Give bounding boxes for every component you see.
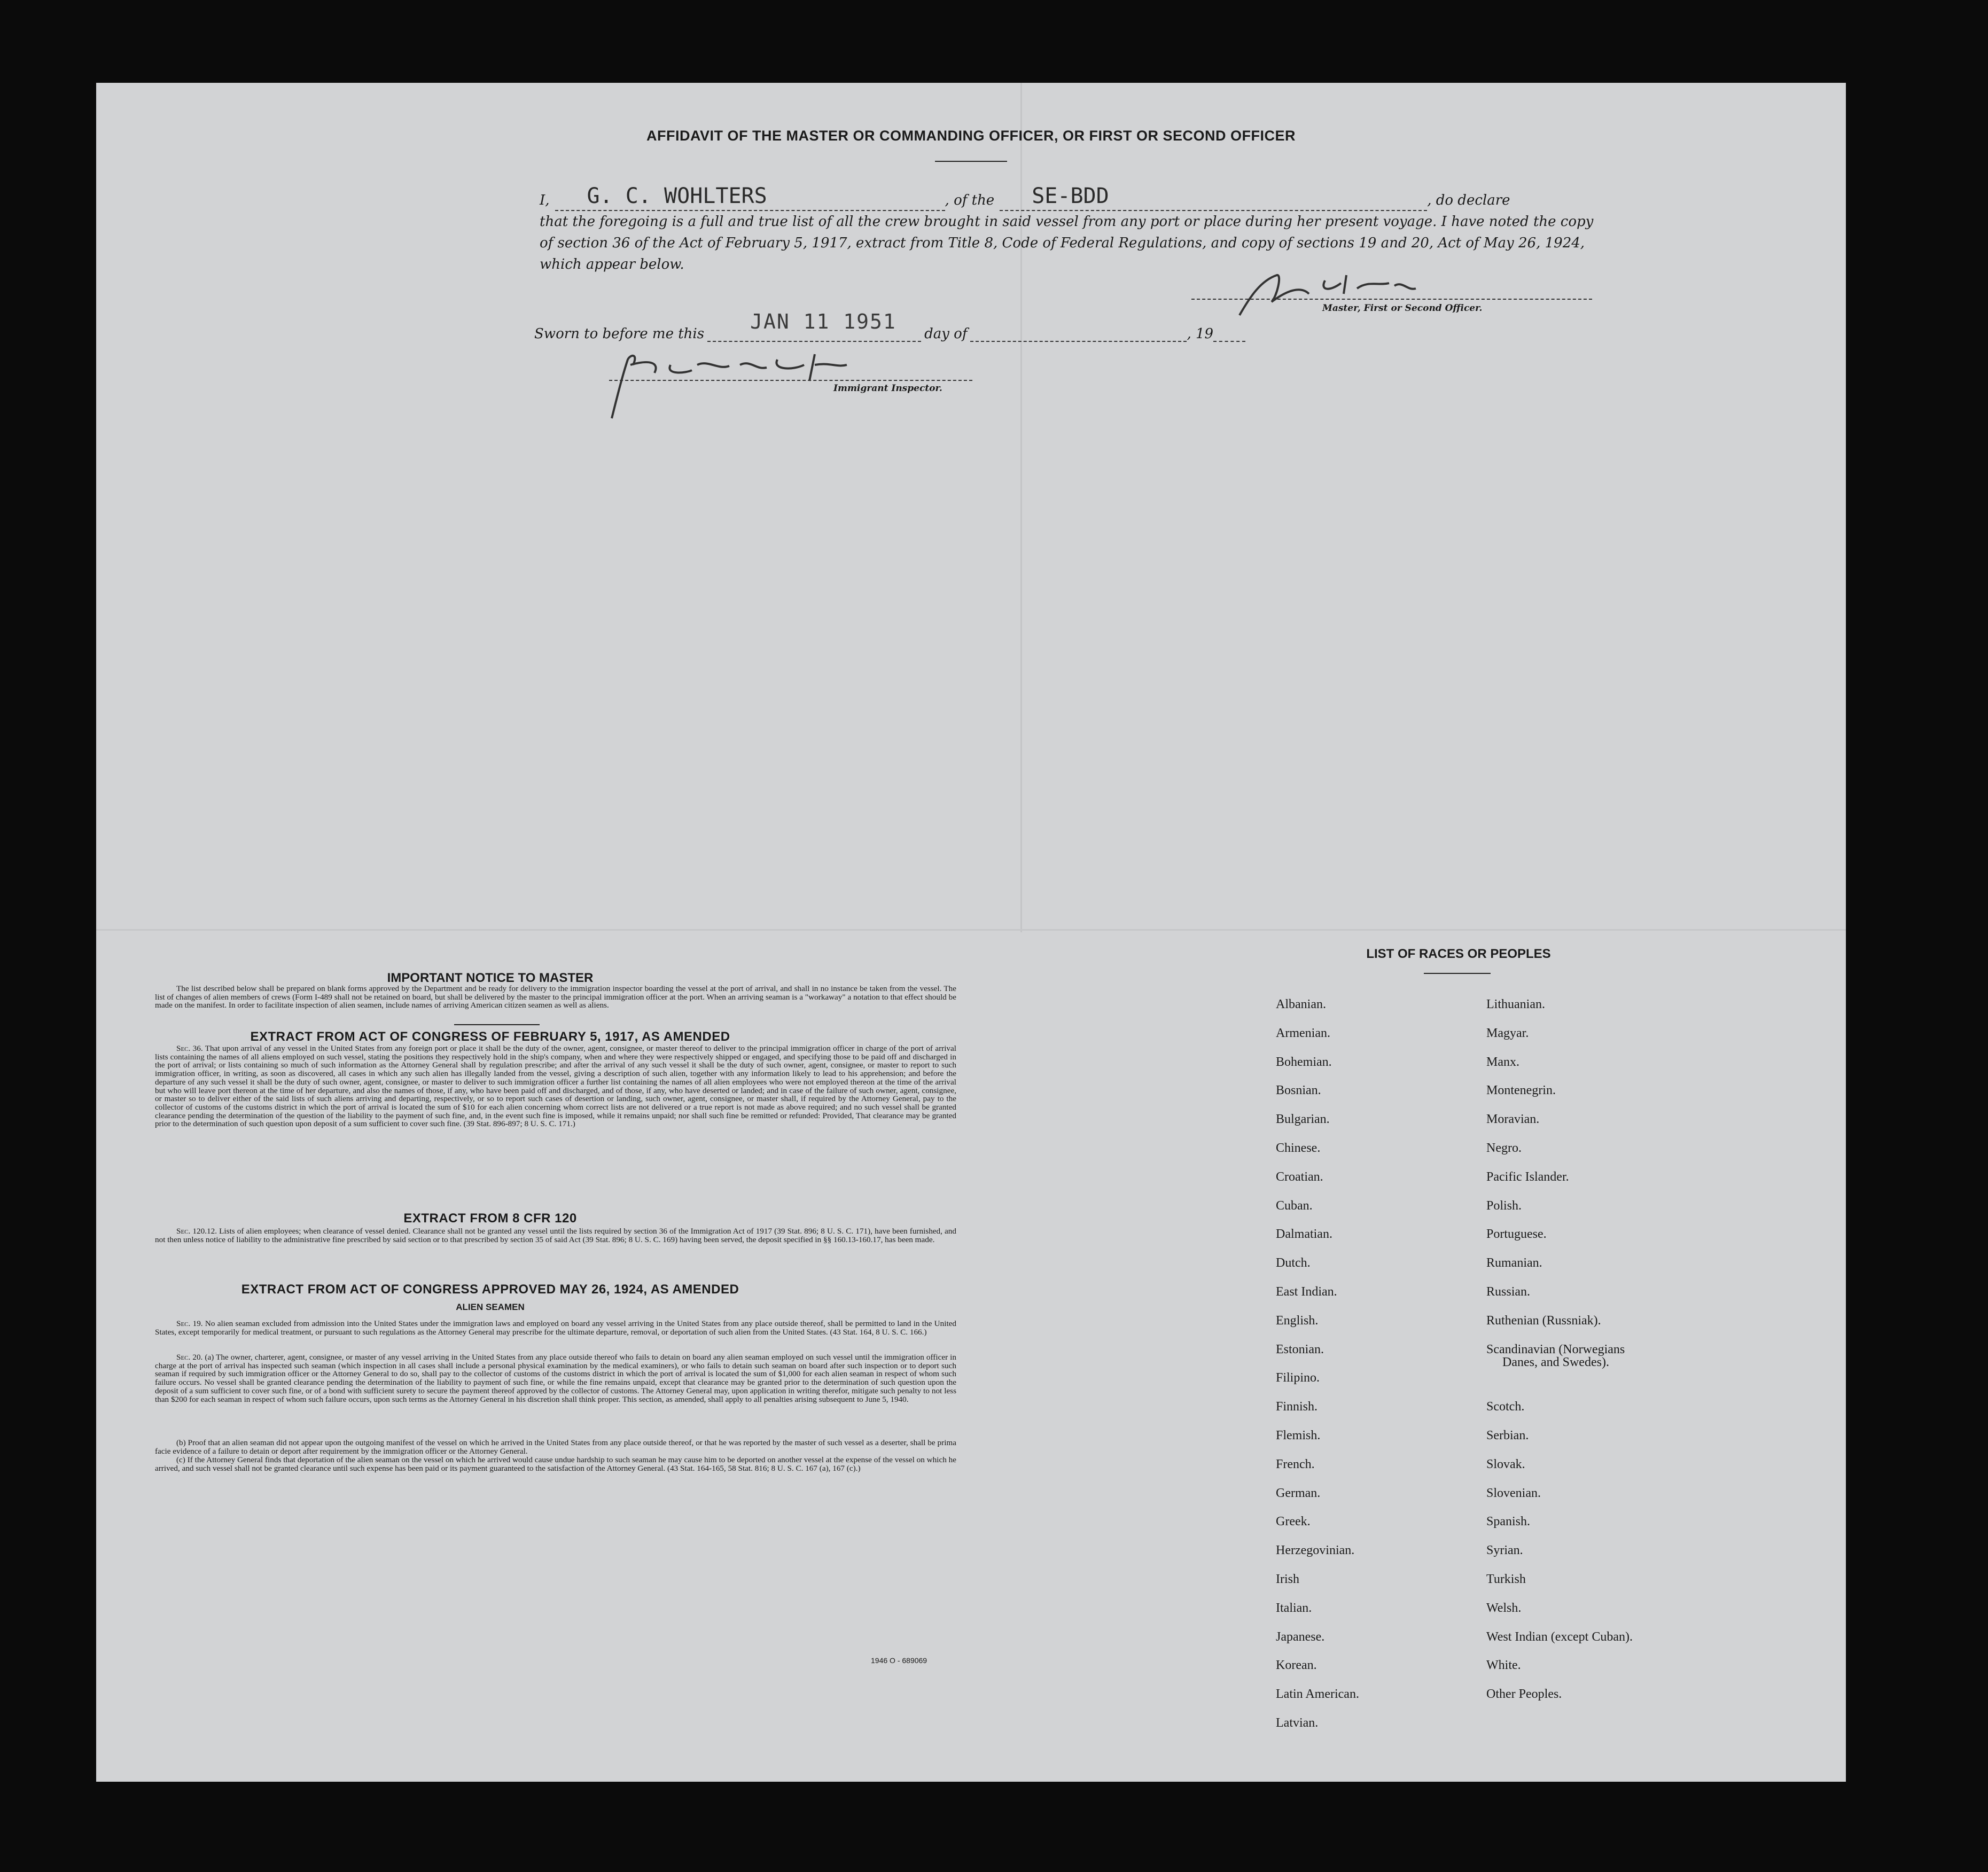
race-item: Croatian. xyxy=(1276,1169,1323,1184)
declaration-prefix: I, xyxy=(540,192,550,208)
notice-title: IMPORTANT NOTICE TO MASTER xyxy=(387,971,594,985)
race-item: Italian. xyxy=(1276,1601,1312,1615)
race-item: Dutch. xyxy=(1276,1256,1311,1270)
inspector-caption: Immigrant Inspector. xyxy=(833,383,942,394)
race-item: Dalmatian. xyxy=(1276,1227,1332,1242)
master-caption: Master, First or Second Officer. xyxy=(1322,303,1483,314)
races-title: LIST OF RACES OR PEOPLES xyxy=(1366,947,1551,961)
race-item: Bulgarian. xyxy=(1276,1112,1330,1127)
cfr-label: Sec. 120.12. xyxy=(176,1227,217,1236)
section-rule xyxy=(454,1024,540,1025)
extract-1924-title: EXTRACT FROM ACT OF CONGRESS APPROVED MAY 26, 1924, AS AMENDED xyxy=(241,1282,739,1297)
sec36-text xyxy=(155,1044,956,1128)
race-item: Montenegrin. xyxy=(1486,1083,1556,1098)
date-stamp: JAN 11 1951 xyxy=(750,310,896,333)
declaration xyxy=(540,184,1603,275)
sworn-day-field xyxy=(707,310,921,342)
sworn-year-field xyxy=(1213,326,1245,342)
cfr-text xyxy=(155,1227,956,1244)
race-item: Estonian. xyxy=(1276,1342,1324,1356)
race-item: Scandinavian (Norwegians xyxy=(1486,1342,1625,1356)
race-item: Bosnian. xyxy=(1276,1083,1321,1098)
race-item: English. xyxy=(1276,1313,1319,1328)
master-signature-line xyxy=(1191,298,1592,300)
race-item: Irish xyxy=(1276,1572,1299,1586)
sec36-body: That upon arrival of any vessel in the United States from any foreign port or place it shall be the duty of the owner, agent, consignee, or master thereof to deliver to the principal immigration officer in charge of the port of arrival lists containing the names of all aliens employed on such vessel, stating the positions they respectively hold in the ship's company, when and where they were respectively shipped or engaged, and specifying those to be paid off and discharged in the port of arrival; or lists containing so much of such information as the Attorney General shall by regulation prescribe; and after the arrival of any such vessel it shall be the duty of such owner, agent, consignee, or master to report to such immigration officer, in writing, as soon as discovered, all cases in which any such alien has illegally landed from the vessel, giving a description of such alien, together with any information likely to lead to his apprehension; and before the departure of any such vessel it shall be the duty of such owner, agent, consignee, or master to deliver to such immigration officer a further list containing the names of all alien employees who were not employed thereon at the time of the arrival but who will leave port thereon at the time of her departure, and also the names of those, if any, who have been paid off and discharged, and of those, if any, who have deserted or landed; and in case of the failure of such owner, agent, consignee, or master so to deliver either of the said lists of such aliens arriving and departing, respectively, or so to report such cases of desertion or landing, such owner, agent, consignee, or master shall, if required by the Attorney General, pay to the collector of customs of the customs district in which the port of arrival is located the sum of $10 for each alien concerning whom correct lists are not delivered or a true report is not made as above required; and no such vessel shall be granted clearance pending the determination of the question of the liability to the payment of such fine, and, in the event such fine is imposed, while it remains unpaid; nor shall such fine be remitted or refunded: Provided, That clearance may be granted prior to the determination of such question upon deposit of a sum sufficient to cover such fine. (39 Stat. 896-897; 8 U. S. C. 171.) xyxy=(155,1044,956,1129)
race-item: Bohemian. xyxy=(1276,1055,1332,1069)
race-item: Welsh. xyxy=(1486,1601,1522,1615)
extract-1917-title: EXTRACT FROM ACT OF CONGRESS OF FEBRUARY 5, 1917, AS AMENDED xyxy=(250,1029,730,1044)
race-item: Magyar. xyxy=(1486,1026,1529,1040)
race-item: Finnish. xyxy=(1276,1400,1318,1414)
race-item: Slovenian. xyxy=(1486,1486,1541,1500)
year-prefix: , 19 xyxy=(1187,326,1214,342)
race-item: Herzegovinian. xyxy=(1276,1543,1355,1558)
sworn-line xyxy=(534,310,1245,342)
race-item: White. xyxy=(1486,1658,1521,1673)
fold-line-horizontal xyxy=(96,929,1846,931)
race-item: Rumanian. xyxy=(1486,1256,1542,1270)
race-item: West Indian (except Cuban). xyxy=(1486,1629,1633,1644)
races-title-rule xyxy=(1424,973,1491,974)
print-code: 1946 O - 689069 xyxy=(871,1656,927,1665)
race-item: French. xyxy=(1276,1457,1315,1471)
sec19-label: Sec. 19. xyxy=(176,1319,203,1328)
race-item: Chinese. xyxy=(1276,1141,1321,1155)
race-item: Albanian. xyxy=(1276,997,1326,1011)
notice-text xyxy=(155,985,956,1010)
race-item: Portuguese. xyxy=(1486,1227,1547,1242)
race-item: Polish. xyxy=(1486,1198,1522,1213)
race-item: Latvian. xyxy=(1276,1716,1319,1730)
race-item: East Indian. xyxy=(1276,1285,1337,1299)
sworn-prefix: Sworn to before me this xyxy=(534,326,705,342)
sec20a-body: (a) The owner, charterer, agent, consignee, or master of any vessel arriving in the United States from any place outside thereof who fails to detain on board any alien seaman employed on such vessel until the immigration officer in charge at the port of arrival has inspected such seaman (which inspection in all cases shall include a personal physical examination by the medical examiners), or who fails to detain such seaman on board after such inspection or to deport such seaman if required by such immigration officer or the Attorney General to do so, shall pay to the collector of customs of the customs district in which the port of arrival is located the sum of $1,000 for each alien seaman in respect of whom such failure occurs. No vessel shall be granted clearance pending the determination of the liability to payment of such fine, or while the fine remains unpaid, except that clearance may be granted prior to the determination of such question upon the deposit of a sum sufficient to cover such fine, or of a bond with sufficient surety to secure the payment thereof approved by the collector of customs. The Attorney General may, upon application in writing therefor, mitigate such penalty to not less than $200 for each seaman in respect of whom such failure occurs, upon such terms as the Attorney General in his discretion shall think proper. This section, as amended, shall apply to all penalties arising subsequent to June 5, 1940. xyxy=(155,1353,956,1404)
race-item: Slovak. xyxy=(1486,1457,1525,1471)
do-declare-text: , do declare xyxy=(1427,192,1510,208)
race-item: Scotch. xyxy=(1486,1400,1525,1414)
race-item: Turkish xyxy=(1486,1572,1526,1586)
of-the-text: , of the xyxy=(945,192,995,208)
race-item: Ruthenian (Russniak). xyxy=(1486,1313,1601,1328)
sec36-label: Sec. 36. xyxy=(176,1044,203,1053)
declaration-body: that the foregoing is a full and true list of all the crew brought in said vessel from any port or place during her present voyage. I have noted the copy of section 36 of the Act of February 5, 1917, extract from Title 8, Code of Federal Regulations, and copy of sections 19 and 20, Act of May 26, 1924, which appear below. xyxy=(540,214,1594,272)
race-item: Flemish. xyxy=(1276,1429,1321,1442)
race-item: Latin American. xyxy=(1276,1687,1359,1702)
race-item: Russian. xyxy=(1486,1285,1531,1299)
race-item: Cuban. xyxy=(1276,1198,1313,1213)
race-item: Moravian. xyxy=(1486,1112,1540,1127)
officer-name: G. C. WOHLTERS xyxy=(587,184,767,208)
vessel-field xyxy=(1000,184,1427,211)
sworn-month-field xyxy=(970,326,1187,342)
race-item: Syrian. xyxy=(1486,1543,1523,1558)
inspector-signature-line xyxy=(609,379,972,381)
vessel-name: SE-BDD xyxy=(1032,184,1109,208)
notice-body: The list described below shall be prepared on blank forms approved by the Department and be ready for delivery to the immigration inspector boarding the vessel at the port of arrival, and shall in no instance be taken from the vessel. The list of changes of alien members of crews (Form I-489 shall not be retained on board, but shall be delivered by the master to the principal immigration officer at the port. When an arriving seaman is a "workaway" a notation to that effect should be made on the manifest. In order to facilitate inspection of alien seamen, include names of arriving American citizen seamen as well as aliens. xyxy=(155,984,956,1010)
affidavit-title: AFFIDAVIT OF THE MASTER OR COMMANDING OFFICER, OR FIRST OR SECOND OFFICER xyxy=(646,128,1296,144)
race-item: Armenian. xyxy=(1276,1026,1330,1040)
title-rule xyxy=(935,161,1007,162)
race-item: Danes, and Swedes). xyxy=(1502,1355,1609,1369)
race-item: Filipino. xyxy=(1276,1371,1320,1385)
race-item: Pacific Islander. xyxy=(1486,1169,1569,1184)
race-item: Lithuanian. xyxy=(1486,997,1545,1011)
cfr-body: Lists of alien employees; when clearance of vessel denied. Clearance shall not be granted any vessel until the lists required by section 36 of the Immigration Act of 1917 (39 Stat. 896; 8 U. S. C. 171), have been furnished, and not then unless notice of liability to the administrative fine prescribed by said section or to that prescribed by section 35 of said Act (39 Stat. 896; 8 U. S. C. 169) having been served, the deposit specified in §§ 160.13-160.17, has been made. xyxy=(155,1227,956,1244)
sec19-text xyxy=(155,1320,956,1336)
alien-seamen-subtitle: ALIEN SEAMEN xyxy=(456,1302,525,1312)
race-item: Japanese. xyxy=(1276,1629,1325,1644)
declaration-first-line xyxy=(540,184,1603,211)
race-item: Other Peoples. xyxy=(1486,1687,1562,1702)
race-item: Korean. xyxy=(1276,1658,1317,1673)
sec20b-text: (b) Proof that an alien seaman did not appear upon the outgoing manifest of the vessel on which he arrived in the United States from any place outside thereof, or that he was reported by the master of such vessel as a deserter, shall be prima facie evidence of a failure to detain or deport after requirement by the immigration officer or the Attorney General. xyxy=(155,1438,956,1456)
race-item: Manx. xyxy=(1486,1055,1519,1069)
race-item: Negro. xyxy=(1486,1141,1522,1155)
officer-name-field xyxy=(555,184,945,211)
sec20a-text xyxy=(155,1353,956,1403)
race-item: Greek. xyxy=(1276,1515,1311,1529)
race-item: Serbian. xyxy=(1486,1429,1529,1442)
race-item: Spanish. xyxy=(1486,1515,1531,1529)
race-item: German. xyxy=(1276,1486,1321,1500)
document-page xyxy=(96,83,1846,1782)
sec19-body: No alien seaman excluded from admission into the United States under the immigration laws and employed on board any vessel arriving in the United States from any place outside thereof, shall be permitted to land in the United States, except temporarily for medical treatment, or pursuant to such regulations as the Attorney General may prescribe for the ultimate departure, removal, or deportation of such alien from the United States. (43 Stat. 164, 8 U. S. C. 166.) xyxy=(155,1319,956,1337)
sec20c-text: (c) If the Attorney General finds that deportation of the alien seaman on the vessel on which he arrived would cause undue hardship to such seaman he may cause him to be deported on another vessel at the expense of the vessel on which he arrived, and such vessel shall not be granted clearance until such expense has been paid or its payment guaranteed to the satisfaction of the Attorney General. (43 Stat. 164-165, 58 Stat. 816; 8 U. S. C. 167 (a), 167 (c).) xyxy=(155,1455,956,1473)
day-of-text: day of xyxy=(924,326,968,342)
extract-cfr-title: EXTRACT FROM 8 CFR 120 xyxy=(403,1211,577,1226)
sec20-label: Sec. 20. xyxy=(176,1353,203,1362)
